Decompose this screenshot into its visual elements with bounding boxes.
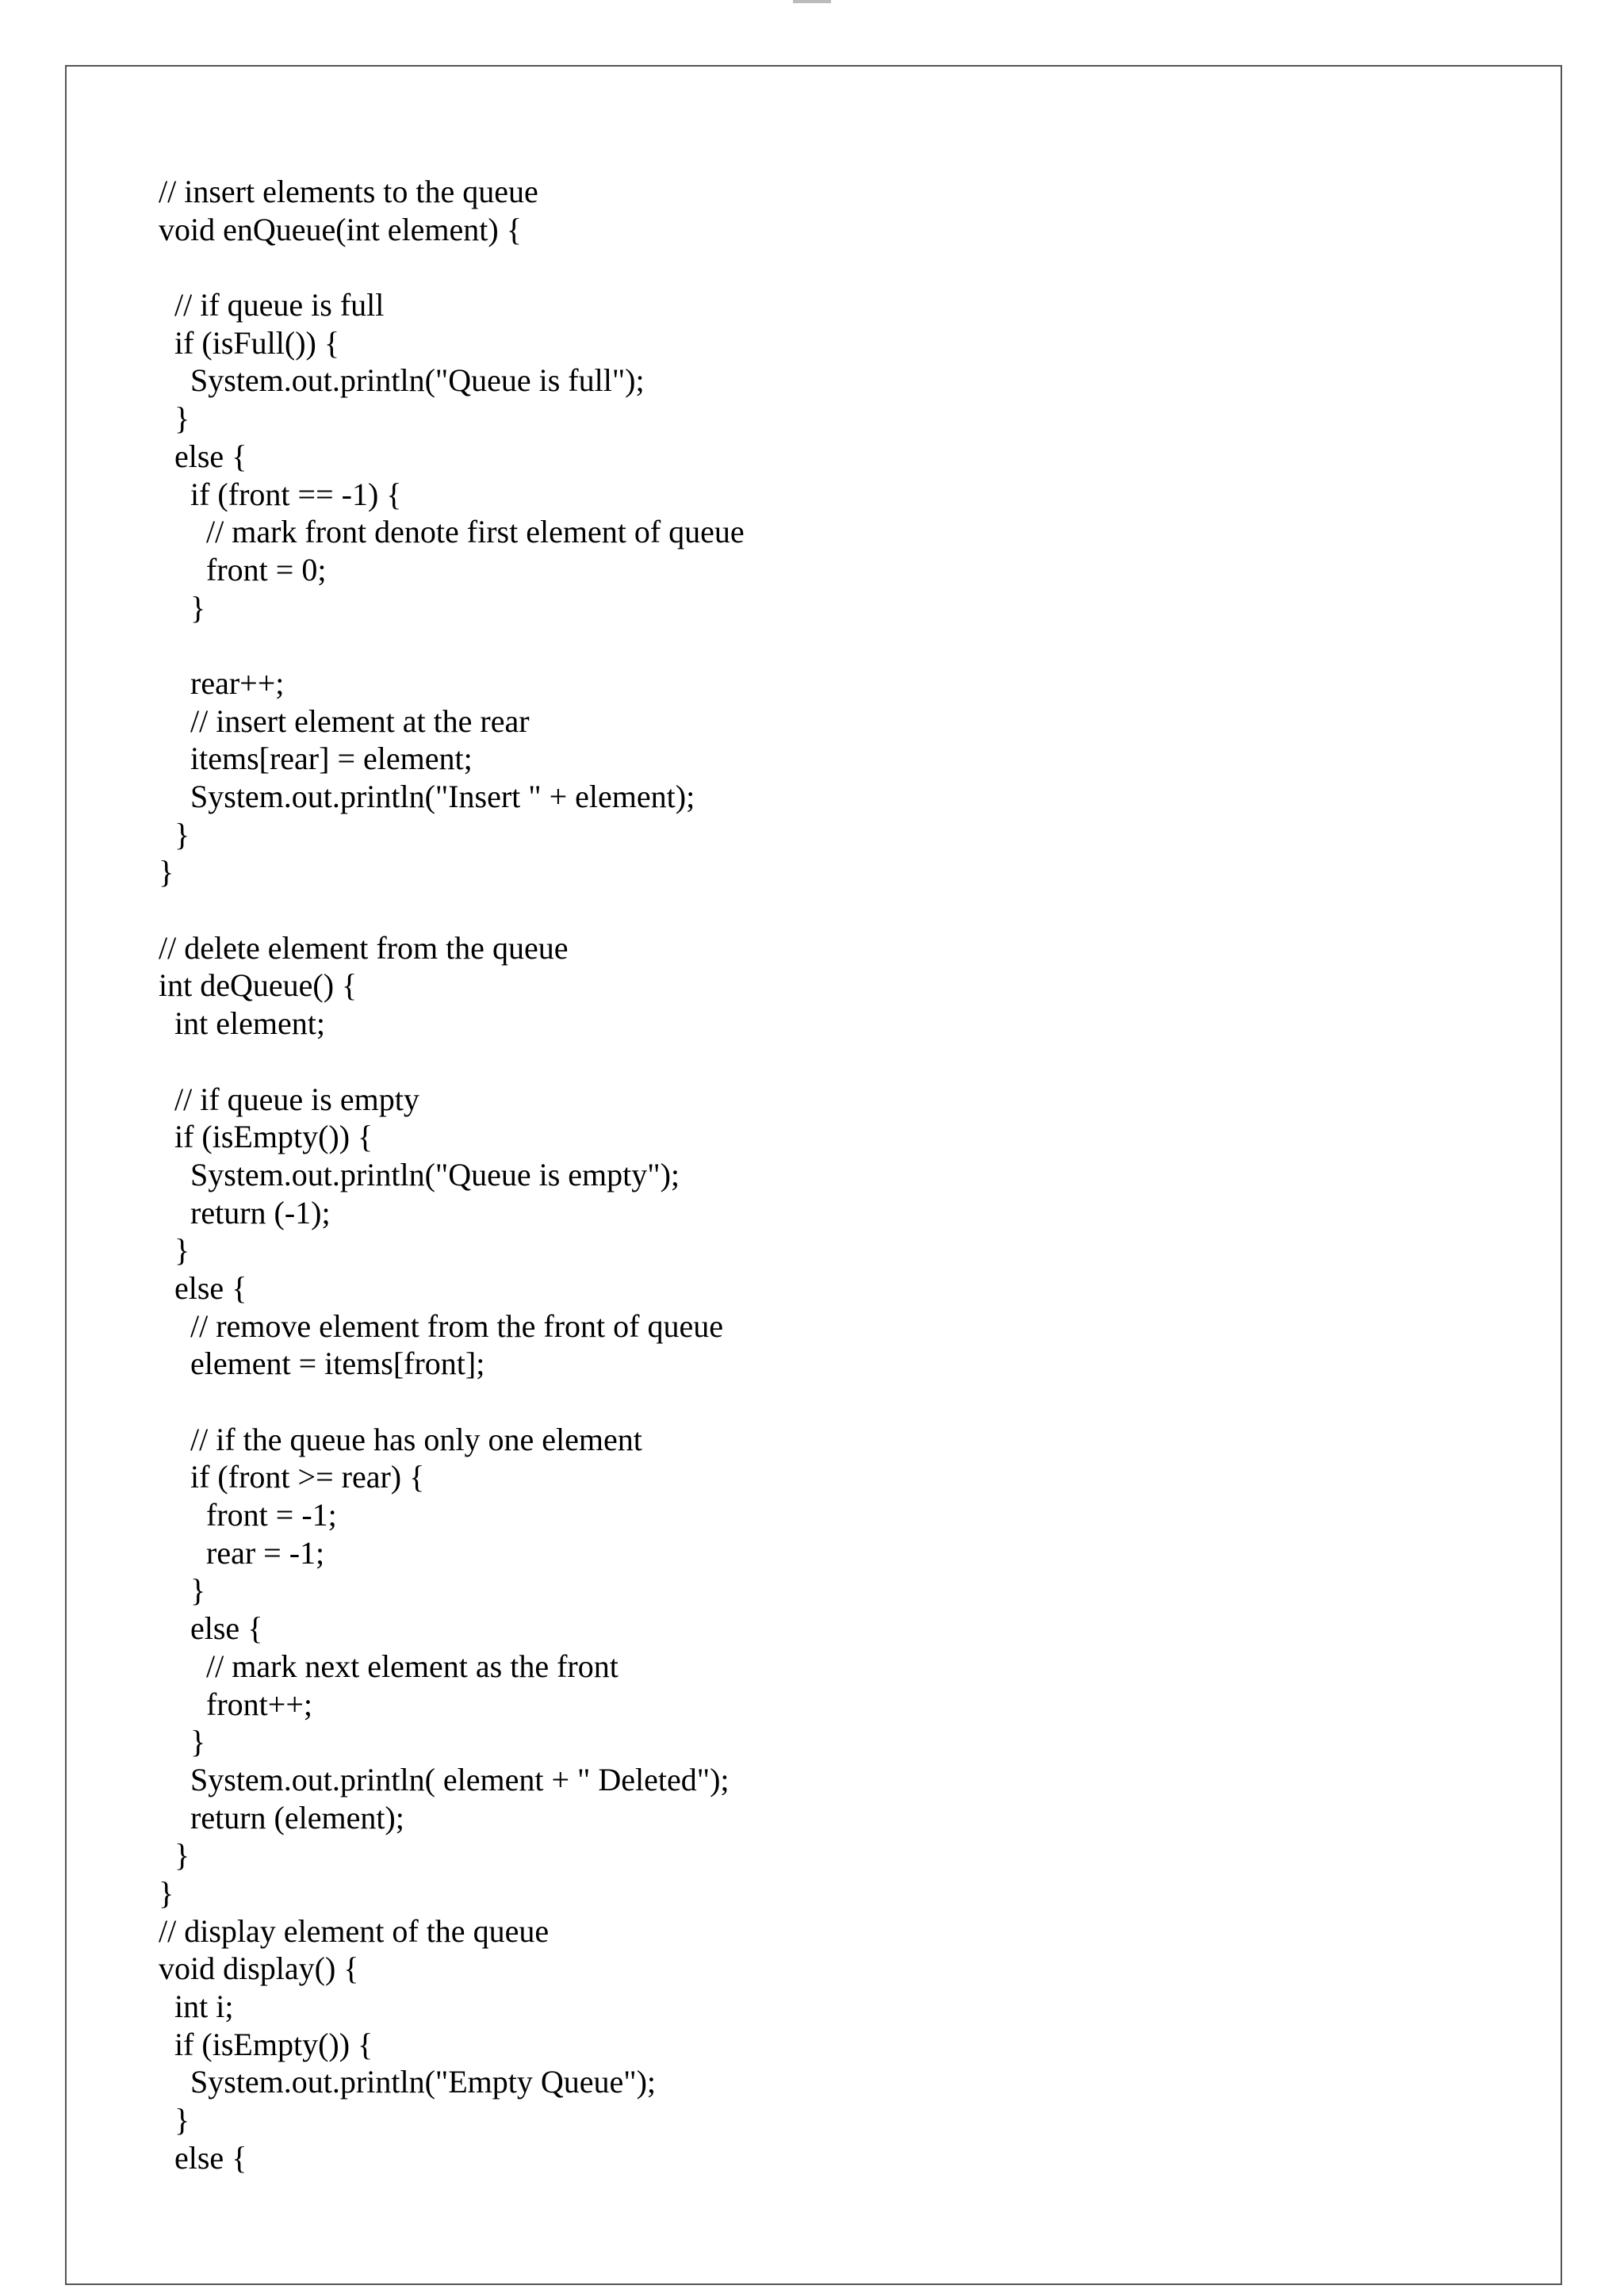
- code-line: // display element of the queue: [159, 1912, 550, 1949]
- code-line: front = -1;: [159, 1497, 337, 1533]
- code-line: }: [159, 1724, 206, 1760]
- code-line: if (front == -1) {: [159, 476, 402, 512]
- code-line: if (isFull()) {: [159, 324, 340, 361]
- code-line: System.out.println("Queue is empty");: [159, 1156, 680, 1192]
- code-line: // mark front denote first element of queue: [159, 514, 745, 550]
- code-line: else {: [159, 438, 247, 474]
- code-line: element = items[front];: [159, 1346, 485, 1382]
- code-line: [159, 1383, 745, 1421]
- code-line: // remove element from the front of queue: [159, 1307, 723, 1344]
- code-line: // mark next element as the front: [159, 1648, 619, 1684]
- code-line: // if queue is full: [159, 287, 385, 323]
- code-line: System.out.println("Insert " + element);: [159, 779, 695, 814]
- code-line: return (element);: [159, 1799, 404, 1836]
- code-line: [159, 626, 745, 664]
- code-line: if (front >= rear) {: [159, 1459, 425, 1495]
- page-header-mark: [793, 0, 831, 3]
- code-line: else {: [159, 1269, 247, 1306]
- code-line: rear++;: [159, 664, 285, 701]
- code-line: items[rear] = element;: [159, 741, 473, 777]
- code-line: [159, 248, 745, 286]
- code-line: else {: [159, 1610, 263, 1647]
- code-line: }: [159, 816, 190, 852]
- code-line: }: [159, 2102, 190, 2138]
- code-line: // delete element from the queue: [159, 929, 569, 966]
- code-line: }: [159, 1232, 190, 1269]
- code-line: [159, 1043, 745, 1081]
- code-line: }: [159, 854, 174, 890]
- code-listing: [159, 173, 745, 2176]
- code-line: int i;: [159, 1989, 234, 2024]
- code-line: // insert elements to the queue: [159, 174, 538, 209]
- code-line: }: [159, 400, 190, 437]
- code-line: // insert element at the rear: [159, 702, 530, 739]
- code-line: else {: [159, 2139, 247, 2176]
- code-line: int element;: [159, 1005, 325, 1042]
- code-line: }: [159, 1572, 206, 1609]
- code-line: System.out.println("Queue is full");: [159, 362, 645, 399]
- code-line: // if queue is empty: [159, 1081, 419, 1117]
- code-line: if (isEmpty()) {: [159, 2026, 373, 2062]
- code-line: }: [159, 589, 206, 626]
- code-line: [159, 891, 745, 929]
- code-line: System.out.println("Empty Queue");: [159, 2064, 657, 2100]
- code-line: int deQueue() {: [159, 967, 358, 1004]
- code-line: void enQueue(int element) {: [159, 211, 522, 247]
- code-line: if (isEmpty()) {: [159, 1119, 373, 1155]
- code-line: // if the queue has only one element: [159, 1421, 642, 1457]
- code-line: front++;: [159, 1686, 312, 1722]
- code-line: front = 0;: [159, 551, 327, 588]
- code-line: System.out.println( element + " Deleted");: [159, 1761, 730, 1797]
- code-line: }: [159, 1837, 190, 1874]
- code-line: void display() {: [159, 1950, 359, 1987]
- code-line: }: [159, 1874, 174, 1911]
- code-line: rear = -1;: [159, 1534, 325, 1571]
- code-line: return (-1);: [159, 1194, 331, 1231]
